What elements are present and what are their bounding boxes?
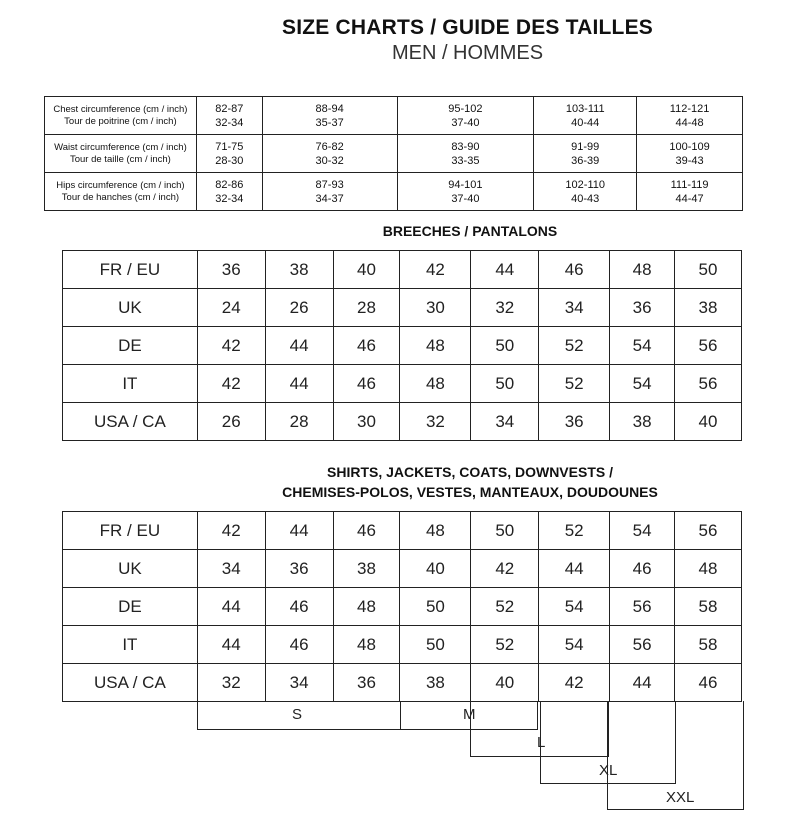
size-cell: 46: [539, 251, 610, 289]
shirts-title: [220, 462, 720, 502]
measurement-cm: 111-119: [670, 178, 709, 191]
size-cell: 50: [471, 365, 539, 403]
region-label: UK: [63, 289, 198, 327]
size-cell: 52: [539, 512, 610, 550]
breeches-row: [63, 403, 742, 441]
measurement-cell: [397, 135, 534, 173]
measurement-cell: [262, 173, 397, 211]
size-cell: 56: [675, 327, 742, 365]
size-cell: 42: [539, 664, 610, 702]
measurement-inch: 37-40: [451, 116, 480, 129]
breeches-row: [63, 289, 742, 327]
measurement-cm: 102-110: [565, 178, 605, 191]
size-cell: 42: [197, 327, 265, 365]
region-label: UK: [63, 550, 198, 588]
measurement-inch: 44-47: [675, 192, 704, 205]
size-cell: 54: [610, 512, 675, 550]
size-cell: 34: [265, 664, 333, 702]
size-cell: 44: [610, 664, 675, 702]
measurement-label-en: Hips circumference (cm / inch): [56, 179, 185, 191]
size-cell: 52: [539, 365, 610, 403]
measurement-inch: 40-43: [571, 192, 600, 205]
size-cell: 44: [265, 512, 333, 550]
size-label-l: L: [537, 734, 546, 751]
measurement-label-fr: Tour de poitrine (cm / inch): [64, 115, 177, 127]
size-cell: 46: [333, 512, 400, 550]
size-cell: 26: [265, 289, 333, 327]
measurement-cell: [534, 135, 637, 173]
measurement-cell: [397, 173, 534, 211]
size-cell: 48: [400, 512, 471, 550]
measurement-inch: 39-43: [675, 154, 704, 167]
shirts-title-line2: CHEMISES-POLOS, VESTES, MANTEAUX, DOUDOUNES: [282, 484, 658, 500]
measurement-cm: 83-90: [451, 140, 480, 153]
measurement-cell: [534, 173, 637, 211]
shirts-table: [62, 511, 742, 702]
size-cell: 30: [333, 403, 400, 441]
shirts-row: [63, 664, 742, 702]
measurement-cell: [637, 135, 743, 173]
size-label-xxl: XXL: [666, 789, 695, 806]
measurement-inch: 35-37: [315, 116, 344, 129]
size-cell: 44: [471, 251, 539, 289]
breeches-row: [63, 327, 742, 365]
measurement-cell: [262, 97, 397, 135]
shirts-row: [63, 588, 742, 626]
region-label: IT: [63, 626, 198, 664]
size-cell: 34: [471, 403, 539, 441]
size-cell: 50: [400, 588, 471, 626]
size-cell: 40: [333, 251, 400, 289]
breeches-row: [63, 365, 742, 403]
region-label: USA / CA: [63, 664, 198, 702]
size-cell: 36: [197, 251, 265, 289]
size-cell: 32: [197, 664, 265, 702]
size-cell: 48: [333, 588, 400, 626]
size-cell: 30: [400, 289, 471, 327]
size-cell: 40: [400, 550, 471, 588]
size-cell: 48: [400, 327, 471, 365]
size-cell: 56: [610, 588, 675, 626]
measurement-cm: 76-82: [315, 140, 344, 153]
size-cell: 58: [675, 588, 742, 626]
size-cell: 46: [675, 664, 742, 702]
size-cell: 36: [539, 403, 610, 441]
breeches-title: BREECHES / PANTALONS: [382, 223, 558, 239]
page-subtitle: MEN / HOMMES: [391, 42, 544, 64]
measurement-label-en: Chest circumference (cm / inch): [53, 103, 188, 115]
size-cell: 26: [197, 403, 265, 441]
size-cell: 56: [675, 512, 742, 550]
measurement-cell: [534, 97, 637, 135]
breeches-row: [63, 251, 742, 289]
measurement-inch: 34-37: [315, 192, 344, 205]
measurement-inch: 32-34: [215, 192, 244, 205]
size-cell: 40: [675, 403, 742, 441]
measurement-cm: 112-121: [669, 102, 710, 115]
measurement-cell: [196, 173, 262, 211]
region-label: FR / EU: [63, 251, 198, 289]
measurements-table: [44, 96, 743, 211]
size-cell: 38: [333, 550, 400, 588]
size-cell: 48: [675, 550, 742, 588]
measurement-label: [45, 173, 197, 211]
measurement-label-en: Waist circumference (cm / inch): [54, 141, 187, 153]
size-cell: 52: [471, 626, 539, 664]
breeches-table: [62, 250, 742, 441]
size-cell: 36: [610, 289, 675, 327]
size-cell: 38: [265, 251, 333, 289]
measurement-cm: 82-87: [215, 102, 244, 115]
measurement-label-fr: Tour de hanches (cm / inch): [61, 191, 180, 203]
shirts-row: [63, 512, 742, 550]
size-cell: 46: [265, 626, 333, 664]
size-cell: 52: [539, 327, 610, 365]
size-cell: 24: [197, 289, 265, 327]
measurement-cm: 95-102: [448, 102, 483, 115]
measurement-inch: 28-30: [215, 154, 244, 167]
size-cell: 44: [265, 327, 333, 365]
measurement-row: [45, 97, 743, 135]
size-cell: 50: [471, 327, 539, 365]
size-cell: 38: [610, 403, 675, 441]
measurement-cell: [196, 135, 262, 173]
size-cell: 46: [610, 550, 675, 588]
size-cell: 28: [265, 403, 333, 441]
size-cell: 58: [675, 626, 742, 664]
measurement-cell: [196, 97, 262, 135]
measurement-label-fr: Tour de taille (cm / inch): [69, 153, 171, 165]
measurement-inch: 33-35: [451, 154, 480, 167]
size-cell: 42: [197, 365, 265, 403]
region-label: DE: [63, 588, 198, 626]
size-cell: 54: [610, 365, 675, 403]
size-cell: 50: [400, 626, 471, 664]
measurement-inch: 40-44: [571, 116, 600, 129]
measurement-cm: 71-75: [215, 140, 244, 153]
size-cell: 42: [400, 251, 471, 289]
size-cell: 32: [471, 289, 539, 327]
region-label: USA / CA: [63, 403, 198, 441]
measurement-cm: 87-93: [315, 178, 344, 191]
measurement-cm: 88-94: [315, 102, 344, 115]
size-cell: 44: [197, 626, 265, 664]
size-cell: 56: [610, 626, 675, 664]
measurement-label: [45, 135, 197, 173]
size-cell: 50: [675, 251, 742, 289]
region-label: IT: [63, 365, 198, 403]
measurement-row: [45, 173, 743, 211]
measurement-cell: [262, 135, 397, 173]
measurement-inch: 32-34: [215, 116, 244, 129]
size-cell: 34: [197, 550, 265, 588]
measurement-cm: 100-109: [669, 140, 710, 153]
size-cell: 44: [197, 588, 265, 626]
size-cell: 56: [675, 365, 742, 403]
size-cell: 36: [265, 550, 333, 588]
measurement-inch: 44-48: [675, 116, 704, 129]
size-cell: 40: [471, 664, 539, 702]
size-label-m: M: [463, 706, 476, 723]
size-cell: 34: [539, 289, 610, 327]
size-cell: 46: [333, 365, 400, 403]
measurement-inch: 37-40: [451, 192, 480, 205]
measurement-cell: [397, 97, 534, 135]
measurement-cell: [637, 97, 743, 135]
size-cell: 42: [197, 512, 265, 550]
size-cell: 50: [471, 512, 539, 550]
shirts-row: [63, 550, 742, 588]
size-label-xl: XL: [599, 762, 618, 779]
size-cell: 38: [400, 664, 471, 702]
size-cell: 44: [265, 365, 333, 403]
measurement-cell: [637, 173, 743, 211]
measurement-row: [45, 135, 743, 173]
size-cell: 46: [333, 327, 400, 365]
size-cell: 38: [675, 289, 742, 327]
size-cell: 54: [539, 626, 610, 664]
region-label: FR / EU: [63, 512, 198, 550]
size-cell: 52: [471, 588, 539, 626]
measurement-cm: 91-99: [571, 140, 600, 153]
size-cell: 44: [539, 550, 610, 588]
size-cell: 42: [471, 550, 539, 588]
size-cell: 48: [400, 365, 471, 403]
size-cell: 46: [265, 588, 333, 626]
size-cell: 54: [539, 588, 610, 626]
measurement-cm: 82-86: [215, 178, 244, 191]
shirts-title-line1: SHIRTS, JACKETS, COATS, DOWNVESTS /: [327, 464, 613, 480]
size-cell: 48: [333, 626, 400, 664]
measurement-cm: 103-111: [565, 102, 605, 115]
measurement-cm: 94-101: [448, 178, 483, 191]
size-label-s: S: [292, 706, 303, 723]
region-label: DE: [63, 327, 198, 365]
size-cell: 48: [610, 251, 675, 289]
size-cell: 28: [333, 289, 400, 327]
measurement-inch: 30-32: [315, 154, 344, 167]
size-cell: 54: [610, 327, 675, 365]
size-cell: 36: [333, 664, 400, 702]
measurement-label: [45, 97, 197, 135]
page-title: SIZE CHARTS / GUIDE DES TAILLES: [281, 16, 653, 39]
size-cell: 32: [400, 403, 471, 441]
measurement-inch: 36-39: [571, 154, 600, 167]
shirts-row: [63, 626, 742, 664]
